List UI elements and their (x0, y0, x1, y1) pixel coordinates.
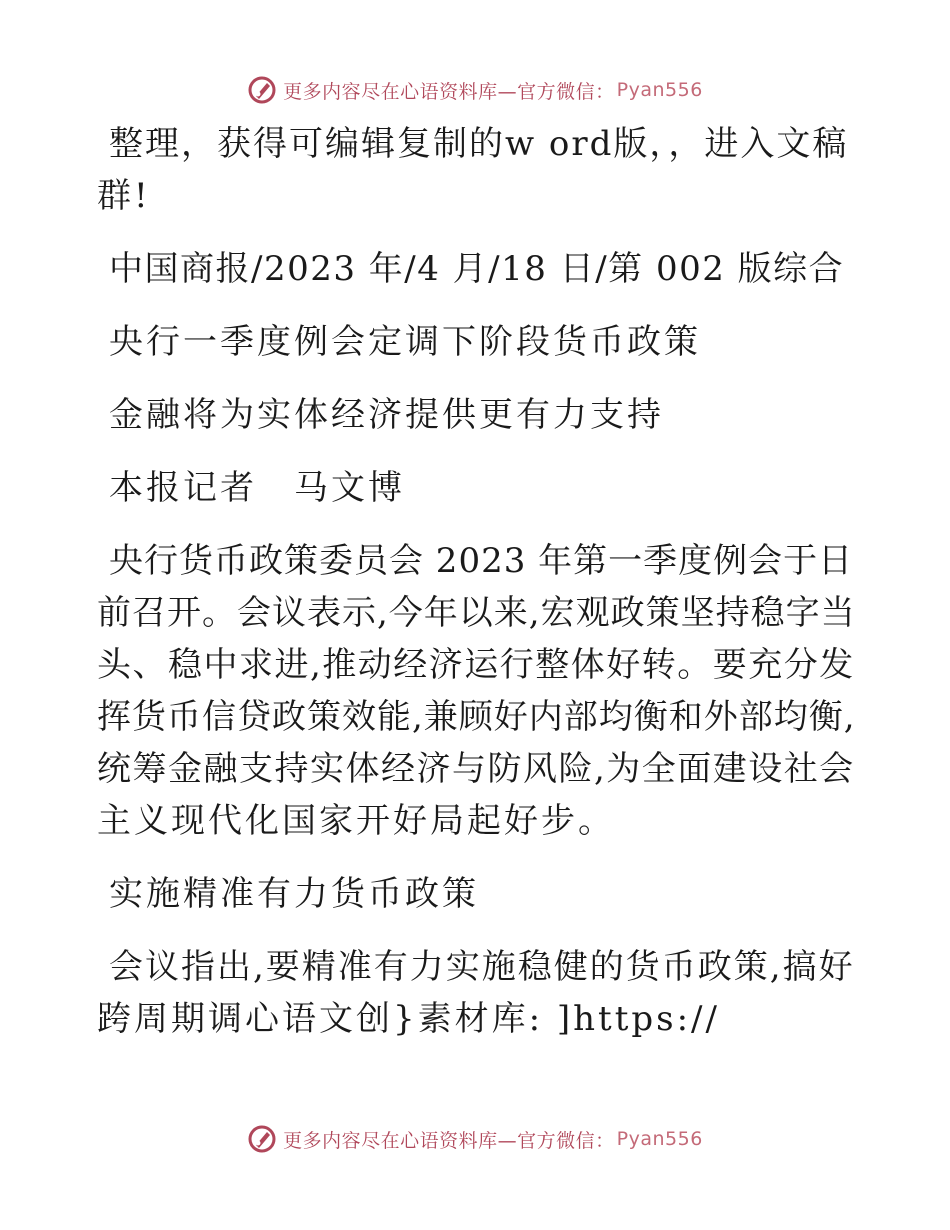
text-line: 央行货币政策委员会 2023 年第一季度例会于日 (109, 541, 854, 581)
brand-logo-icon (247, 75, 277, 105)
text-line: 金融将为实体经济提供更有力支持 (109, 395, 664, 435)
text-line: 头、稳中求进,推动经济运行整体好转。要充分发 (97, 645, 855, 685)
text-line: 挥货币信贷政策效能,兼顾好内部均衡和外部均衡, (97, 697, 856, 737)
header-banner-text: 更多内容尽在心语资料库—官方微信： (283, 80, 615, 103)
footer-watermark-banner (0, 1119, 950, 1159)
subheadline (97, 389, 857, 441)
footer-wechat-id: Pyan556 (616, 1128, 703, 1150)
section-heading (97, 868, 857, 920)
text-line: 中国商报/2023 年/4 月/18 日/第 002 版综合 (109, 249, 845, 289)
text-line: 实施精准有力货币政策 (109, 874, 479, 914)
text-line: 本报记者 马文博 (109, 468, 405, 508)
text-line: 跨周期调心语文创}素材库: ]https:// (97, 999, 720, 1039)
text-line: 前召开。会议表示,今年以来,宏观政策坚持稳字当 (97, 593, 856, 633)
document-body (97, 118, 857, 1066)
paragraph-body-2 (97, 941, 857, 1045)
text-line: 整理，获得可编辑复制的w ord版，，进入文稿 (109, 124, 849, 164)
paragraph-body-1 (97, 535, 857, 847)
paragraph-intro (97, 118, 857, 222)
text-line: 群! (97, 176, 151, 216)
byline (97, 462, 857, 514)
headline (97, 316, 857, 368)
text-line: 央行一季度例会定调下阶段货币政策 (109, 322, 701, 362)
paragraph-source (97, 243, 857, 295)
header-wechat-id: Pyan556 (616, 79, 703, 101)
text-line: 主义现代化国家开好局起好步。 (97, 801, 615, 841)
text-line: 会议指出,要精准有力实施稳健的货币政策,搞好 (109, 947, 855, 987)
footer-banner-text: 更多内容尽在心语资料库—官方微信： (283, 1129, 615, 1152)
brand-logo-icon (247, 1124, 277, 1154)
header-watermark-banner (0, 70, 950, 110)
text-line: 统筹金融支持实体经济与防风险,为全面建设社会 (97, 749, 855, 789)
